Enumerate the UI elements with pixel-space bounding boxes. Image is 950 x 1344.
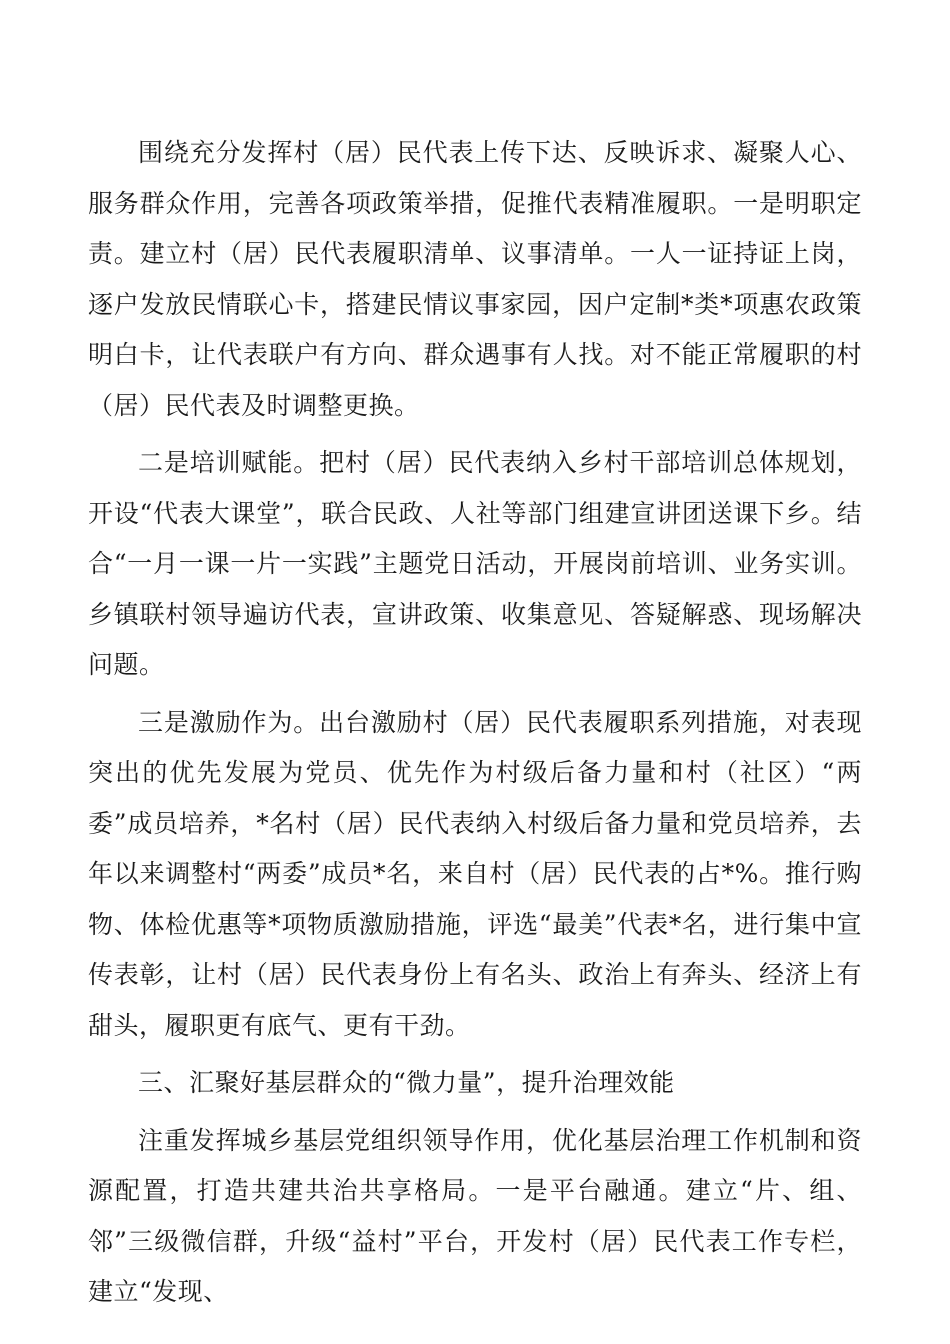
paragraph-training: 二是培训赋能。把村（居）民代表纳入乡村干部培训总体规划，开设“代表大课堂”，联合民政、人社等部门组建宣讲团送课下乡。结合“一月一课一片一实践”主题党日活动，开展岗前培训、业务实训。乡镇联村领导遍访代表，宣讲政策、收集意见、答疑解惑、现场解决问题。 [88,448,862,679]
paragraph-clarify-duties: 围绕充分发挥村（居）民代表上传下达、反映诉求、凝聚人心、服务群众作用，完善各项政策举措，促推代表精准履职。一是明职定责。建立村（居）民代表履职清单、议事清单。一人一证持证上岗，逐户发放民情联心卡，搭建民情议事家园，因户定制*类*项惠农政策明白卡，让代表联户有方向、群众遇事有人找。对不能正常履职的村（居）民代表及时调整更换。 [88,138,862,420]
section-heading: 三、汇聚好基层群众的“微力量”，提升治理效能 [138,1068,675,1097]
paragraph-grassroots-governance: 注重发挥城乡基层党组织领导作用，优化基层治理工作机制和资源配置，打造共建共治共享格局。一是平台融通。建立“片、组、邻”三级微信群，升级“益村”平台，开发村（居）民代表工作专栏，建立“发现、 [88,1125,862,1306]
document-body [88,128,862,1325]
paragraph-incentives: 三是激励作为。出台激励村（居）民代表履职系列措施，对表现突出的优先发展为党员、优先作为村级后备力量和村（社区）“两委”成员培养，*名村（居）民代表纳入村级后备力量和党员培养，去年以来调整村“两委”成员*名，来自村（居）民代表的占*%。推行购物、体检优惠等*项物质激励措施，评选“最美”代表*名，进行集中宣传表彰，让村（居）民代表身份上有名头、政治上有奔头、经济上有甜头，履职更有底气、更有干劲。 [88,707,862,1040]
